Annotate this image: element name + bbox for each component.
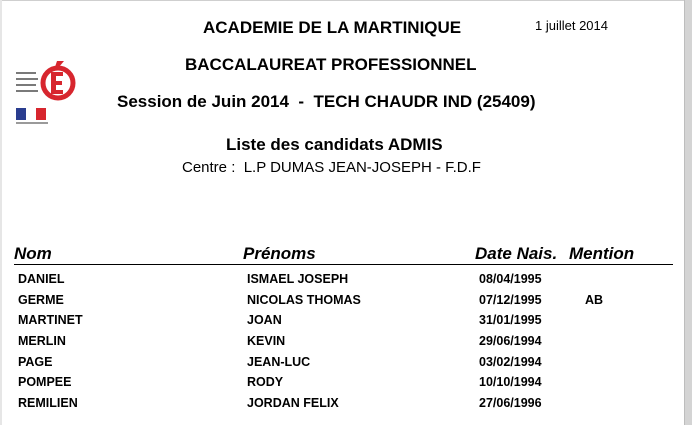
cell-prenoms: JEAN-LUC — [247, 355, 311, 369]
list-title: Liste des candidats ADMIS — [226, 135, 443, 154]
cell-prenoms: KEVIN — [247, 334, 286, 348]
e-accent-mark-icon — [40, 58, 76, 102]
centre-label: Centre : L.P DUMAS JEAN-JOSEPH - F.D.F — [182, 159, 481, 176]
exam-title: BACCALAUREAT PROFESSIONNEL — [185, 55, 477, 74]
cell-prenoms: JORDAN FELIX — [247, 396, 339, 410]
cell-prenoms: ISMAEL JOSEPH — [247, 272, 349, 286]
cell-prenoms: NICOLAS THOMAS — [247, 293, 361, 307]
cell-nom: POMPEE — [18, 375, 72, 389]
cell-nom: MERLIN — [18, 334, 66, 348]
cell-mention: AB — [585, 293, 604, 307]
cell-nom: DANIEL — [18, 272, 65, 286]
logo-text-line — [16, 90, 38, 92]
column-header-date-naissance: Date Nais. — [475, 244, 558, 263]
cell-nom: MARTINET — [18, 313, 83, 327]
logo-text-line — [16, 72, 36, 74]
logo-caption-line — [16, 122, 48, 124]
academy-title: ACADEMIE DE LA MARTINIQUE — [203, 18, 462, 37]
cell-prenoms: RODY — [247, 375, 284, 389]
cell-date: 27/06/1996 — [479, 396, 542, 410]
flag-band-red — [36, 108, 46, 120]
page-top-edge — [0, 0, 692, 1]
column-header-nom: Nom — [14, 244, 52, 263]
logo-text-line — [16, 84, 36, 86]
column-header-prenoms: Prénoms — [243, 244, 316, 263]
cell-date: 08/04/1995 — [479, 272, 542, 286]
header-divider — [14, 264, 673, 265]
document-date: 1 juillet 2014 — [535, 18, 608, 33]
cell-prenoms: JOAN — [247, 313, 282, 327]
ministry-logo-icon — [14, 58, 80, 128]
cell-nom: REMILIEN — [18, 396, 78, 410]
logo-text-line — [16, 78, 38, 80]
cell-date: 10/10/1994 — [479, 375, 542, 389]
page-left-edge — [0, 0, 2, 425]
french-flag-icon — [16, 108, 46, 120]
cell-nom: PAGE — [18, 355, 53, 369]
cell-date: 29/06/1994 — [479, 334, 542, 348]
cell-date: 07/12/1995 — [479, 293, 542, 307]
flag-band-white — [26, 108, 36, 120]
cell-nom: GERME — [18, 293, 64, 307]
column-header-mention: Mention — [569, 244, 635, 263]
viewer-scrollbar[interactable] — [684, 0, 692, 425]
cell-date: 31/01/1995 — [479, 313, 542, 327]
flag-band-blue — [16, 108, 26, 120]
cell-date: 03/02/1994 — [479, 355, 542, 369]
session-title: Session de Juin 2014 - TECH CHAUDR IND (25409) — [117, 92, 536, 111]
